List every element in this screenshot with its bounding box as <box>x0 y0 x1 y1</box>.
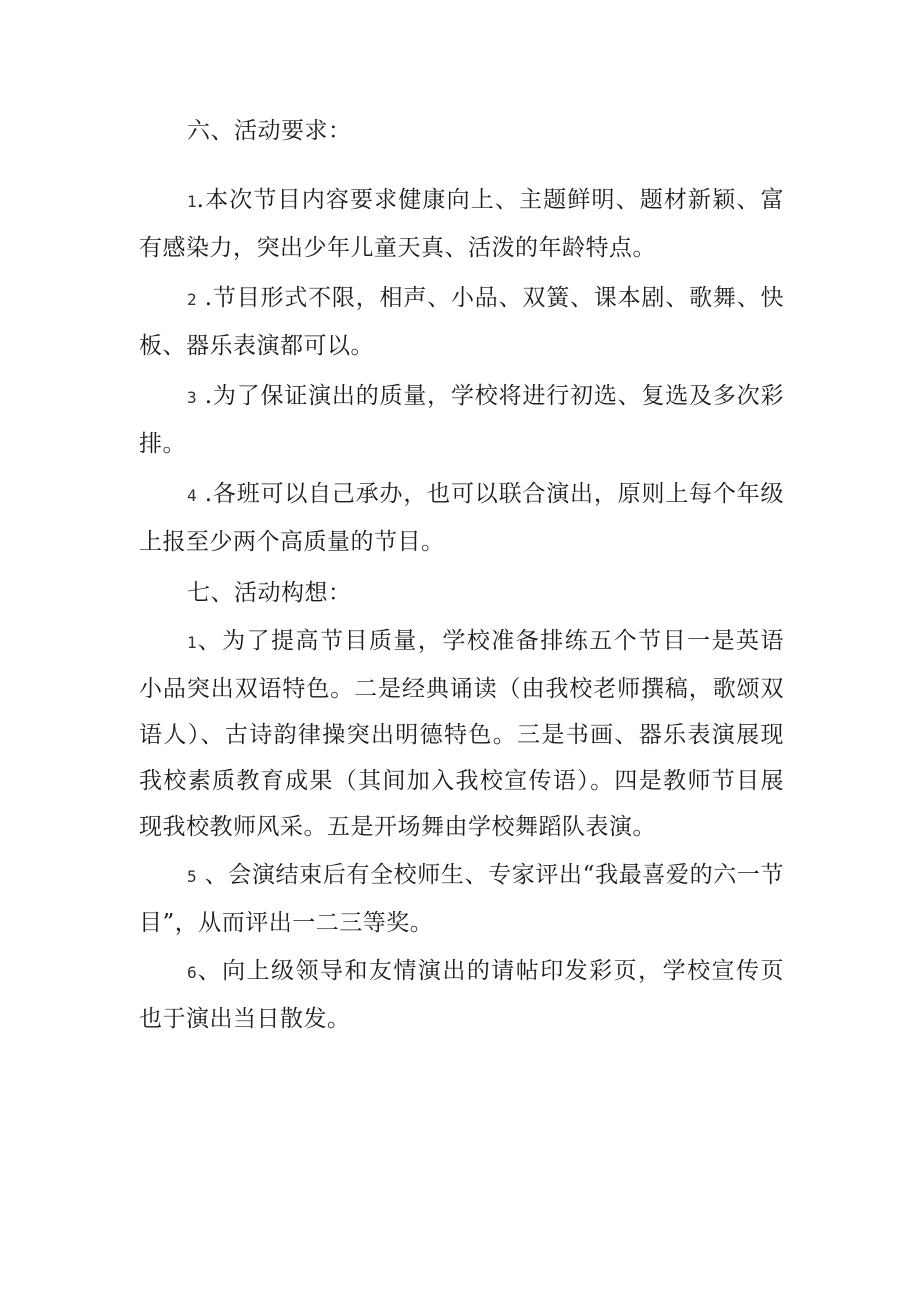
item-separator: . <box>196 481 213 507</box>
item-number: 5 <box>187 867 197 886</box>
item-separator: 、 <box>196 862 229 888</box>
item-separator: . <box>196 383 213 409</box>
section-7-body <box>139 618 784 1042</box>
item-number: 3 <box>187 388 197 407</box>
plan-item-1 <box>139 618 784 850</box>
item-number: 1 <box>187 192 197 211</box>
item-separator: 、 <box>196 628 223 654</box>
requirement-item-3 <box>139 373 784 467</box>
item-separator: 、 <box>196 958 223 984</box>
section-7-heading: 七、活动构想： <box>187 580 352 606</box>
item-number: 6 <box>187 963 197 982</box>
requirement-item-2 <box>139 275 784 369</box>
section-6-heading: 六、活动要求： <box>187 118 352 144</box>
item-separator: . <box>196 285 213 311</box>
item-text: 本次节目内容要求健康向上、主题鲜明、题材新颖、富有感染力，突出少年儿童天真、活泼的年龄特点。 <box>139 187 784 261</box>
section-6-body <box>139 177 784 565</box>
item-text: 为了保证演出的质量，学校将进行初选、复选及多次彩排。 <box>139 383 785 457</box>
item-number: 1 <box>187 633 197 652</box>
item-text: 向上级领导和友情演出的请帖印发彩页，学校宣传页也于演出当日散发。 <box>139 958 785 1032</box>
item-number: 4 <box>187 486 197 505</box>
requirement-item-4 <box>139 471 784 565</box>
item-text: 节目形式不限，相声、小品、双簧、课本剧、歌舞、快板、器乐表演都可以。 <box>139 285 785 359</box>
item-number: 2 <box>187 290 197 309</box>
plan-item-5 <box>139 852 784 946</box>
item-text: 为了提高节目质量，学校准备排练五个节目一是英语小品突出双语特色。二是经典诵读（由我校老师撰稿，歌颂双语人）、古诗韵律操突出明德特色。三是书画、器乐表演展现我校素质教育成果（其间加入我校宣传语）。四是教师节目展现我校教师风采。五是开场舞由学校舞蹈队表演。 <box>139 628 785 840</box>
requirement-item-1 <box>139 177 784 271</box>
item-text: 会演结束后有全校师生、专家评出“我最喜爱的六一节目”，从而评出一二三等奖。 <box>139 862 784 936</box>
item-separator: . <box>196 187 205 213</box>
item-text: 各班可以自己承办，也可以联合演出，原则上每个年级上报至少两个高质量的节目。 <box>139 481 785 555</box>
plan-item-6 <box>139 948 784 1042</box>
